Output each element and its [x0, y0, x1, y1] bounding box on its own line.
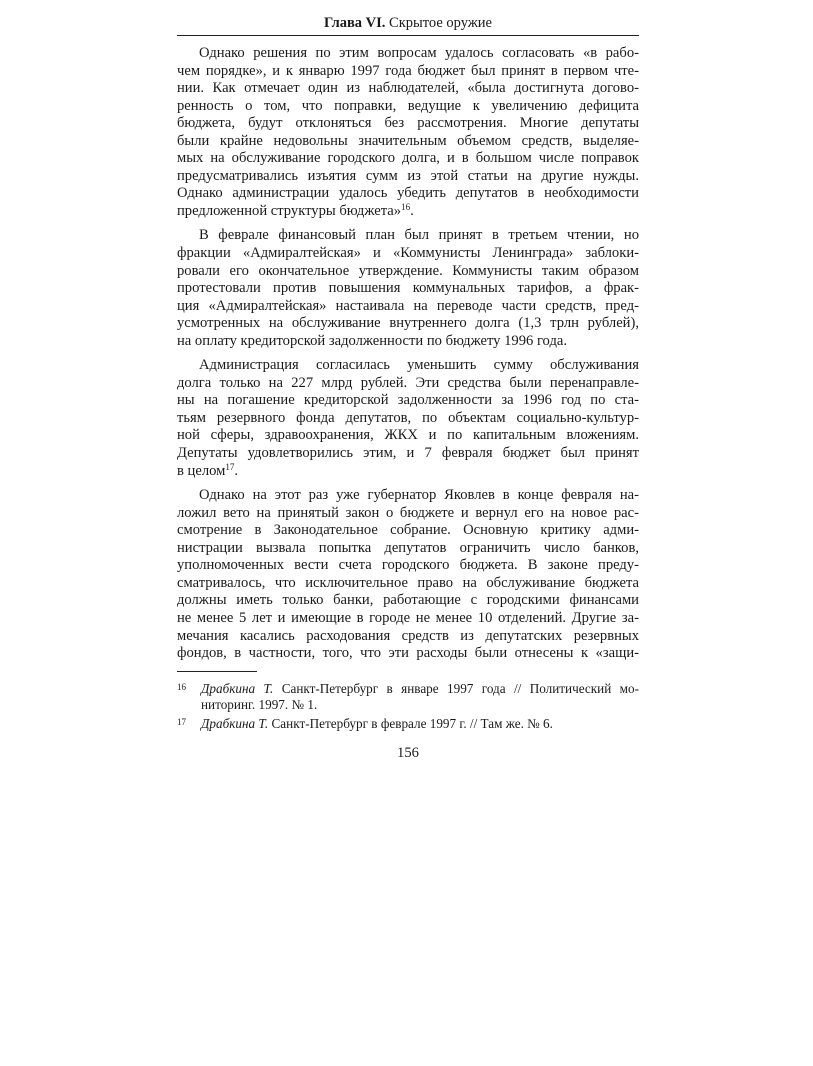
text-line: сматривалось, что исключительное право на обслуживание бюджета — [177, 574, 639, 591]
text-line: долга только на 227 млрд рублей. Эти средства были перенаправле- — [177, 374, 639, 391]
footnote — [177, 716, 639, 732]
text-line: протестовали против повышения коммунальных тарифов, а фрак- — [177, 280, 639, 297]
body-text — [177, 45, 639, 663]
text-line: чем порядке», и к январю 1997 года бюджет был принят в первом чте- — [177, 62, 639, 79]
text-line: Администрация согласилась уменьшить сумму обслуживания — [199, 357, 639, 374]
footnote-divider — [177, 671, 257, 672]
text-line: бюджета, будут отклоняться без рассмотрения. Многие депутаты — [177, 115, 639, 132]
footnote-author: Драбкина Т. — [201, 715, 269, 731]
text-line: В феврале финансовый план был принят в третьем чтении, но — [199, 227, 639, 244]
running-head — [177, 14, 639, 36]
footnote-line — [201, 681, 639, 697]
footnote-line: ниторинг. 1997. № 1. — [201, 696, 318, 712]
text-line: не менее 5 лет и имеющие в городе не менее 10 отделений. Другие за- — [177, 609, 639, 626]
text-line: ной сферы, здравоохранения, ЖКХ и по капитальным вложениям. — [177, 427, 639, 444]
text-fragment: . — [234, 462, 239, 479]
text-line: ны на погашение кредиторской задолженности за 1996 год по ста- — [177, 392, 639, 409]
footnote — [177, 681, 639, 713]
text-line — [177, 203, 639, 221]
chapter-title: Скрытое оружие — [389, 15, 492, 31]
text-line: тьям резервного фонда депутатов, по объектам социально-культур- — [177, 409, 639, 426]
text-line: ция «Адмиралтейская» настаивала на переводе части средств, пред- — [177, 297, 639, 314]
text-line: ровали его окончательное утверждение. Коммунисты таким образом — [177, 262, 639, 279]
text-fragment: . — [410, 202, 414, 219]
text-line: были крайне недовольны значительным объемом средств, выделяе- — [177, 132, 639, 149]
text-line: уполномоченных вести счета городского бюджета. В законе преду- — [177, 557, 639, 574]
text-line: мечания касались расходования средств из депутатских резервных — [177, 627, 639, 644]
text-line: Однако на этот раз уже губернатор Яковлев в конце февраля на- — [199, 487, 639, 504]
footnote-author: Драбкина Т. — [201, 680, 274, 696]
text-line: ложил вето на принятый закон о бюджете и вернул его на новое рас- — [177, 504, 639, 521]
footnote-line — [201, 716, 639, 732]
paragraph — [177, 45, 639, 220]
paragraph — [177, 227, 639, 350]
text-line: фондов, в частности, того, что эти расходы были отнесены к «защи- — [177, 645, 639, 662]
text-line: нии. Как отмечает один из наблюдателей, «была достигнута догово- — [177, 80, 639, 97]
text-line: фракции «Адмиралтейская» и «Коммунисты Ленинграда» заблоки- — [177, 245, 639, 262]
text-line: Однако администрации удалось убедить депутатов в необходимости — [177, 185, 639, 202]
page-number: 156 — [397, 744, 419, 761]
footnote-mark: 16 — [177, 681, 186, 692]
text-line: Депутаты удовлетворились этим, и 7 февраля бюджет был принят — [177, 445, 639, 462]
paragraph — [177, 357, 639, 480]
text-line: нистрации вызвала попытка депутатов ограничить число банков, — [177, 539, 639, 556]
footnote-mark: 17 — [177, 716, 186, 727]
text-line: предусматривались изъятия сумм из этой статьи на другие нужды. — [177, 167, 639, 184]
paragraph — [177, 487, 639, 662]
text-line: мых на обслуживание городского долга, и в большом числе поправок — [177, 150, 639, 167]
text-fragment: в целом — [177, 462, 226, 479]
text-line: смотрение в Законодательное собрание. Основную критику адми- — [177, 522, 639, 539]
chapter-label: Глава VI. — [324, 15, 386, 31]
book-page — [177, 14, 639, 762]
text-line: должны иметь только банки, работающие с городскими финансами — [177, 592, 639, 609]
text-line: Однако решения по этим вопросам удалось согласовать «в рабо- — [199, 45, 639, 61]
footnote-reference[interactable]: 17 — [225, 461, 235, 472]
text-line: ренность о том, что поправки, ведущие к увеличению дефицита — [177, 97, 639, 114]
text-fragment: предложенной структуры бюджета» — [177, 202, 402, 219]
footnote-text: Санкт-Петербург в феврале 1997 г. // Там же. № 6. — [271, 715, 553, 731]
text-line — [177, 463, 639, 481]
footnote-reference[interactable]: 16 — [401, 201, 411, 212]
text-line: усмотренных на обслуживание внутреннего долга (1,3 трлн рублей), — [177, 315, 639, 332]
text-line: на оплату кредиторской задолженности по бюджету 1996 года. — [177, 332, 567, 349]
footnote-text: Санкт-Петербург в январе 1997 года // Политический мо- — [281, 680, 640, 696]
footnotes — [177, 681, 639, 732]
